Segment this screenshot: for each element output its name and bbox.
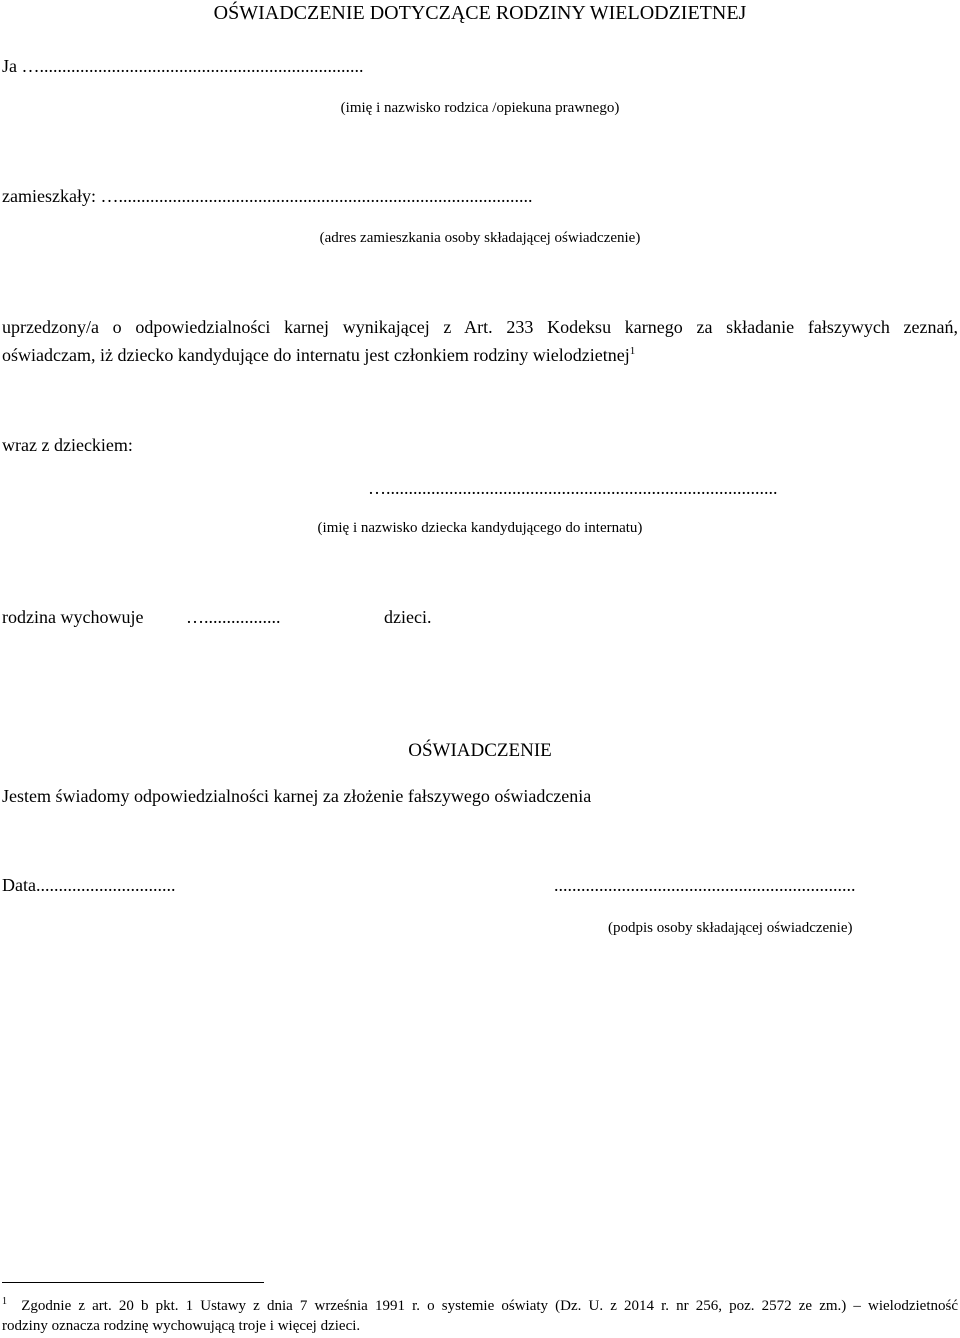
footnote-line-1-text: Zgodnie z art. 20 b pkt. 1 Ustawy z dnia 7 września 1991 r. o systemie oświaty (Dz. U. z 2014 r. nr 256, poz. 2572 ze zm.) – wielodzietność — [21, 1298, 958, 1314]
document-title: OŚWIADCZENIE DOTYCZĄCE RODZINY WIELODZIETNEJ — [213, 2, 747, 24]
child-label: wraz z dzieckiem: — [2, 435, 133, 455]
footnote-line-2: rodziny oznacza rodzinę wychowującą troje i więcej dzieci. — [2, 1318, 361, 1334]
address-field[interactable]: …............................................................................................ — [100, 186, 533, 206]
address-line[interactable] — [2, 186, 532, 207]
declaration-heading: OŚWIADCZENIE — [408, 740, 552, 761]
statement-line-2 — [2, 341, 958, 369]
signature-caption: (podpis osoby składającej oświadczenie) — [608, 920, 853, 936]
parent-name-line[interactable] — [2, 56, 364, 77]
footnote-reference: 1 — [629, 345, 636, 357]
child-caption: (imię i nazwisko dziecka kandydującego do internatu) — [317, 520, 643, 536]
footnote — [2, 1296, 958, 1336]
declaration-text: Jestem świadomy odpowiedzialności karnej za złożenie fałszywego oświadczenia — [2, 786, 592, 806]
family-label: rodzina wychowuje — [2, 607, 144, 627]
footnote-divider — [2, 1282, 264, 1283]
children-count-field[interactable]: …................. — [186, 607, 281, 627]
statement-line-1: uprzedzony/a o odpowiedzialności karnej wynikającej z Art. 233 Kodeksu karnego za składanie fałszywych zeznań, — [2, 317, 958, 337]
date-field[interactable]: Data............................... — [2, 875, 176, 895]
signature-field[interactable]: ................................................................... — [554, 875, 856, 895]
parent-name-field[interactable]: …........................................................................ — [21, 56, 364, 76]
family-suffix: dzieci. — [384, 607, 432, 627]
parent-prefix: Ja — [2, 56, 17, 76]
footnote-line-1 — [2, 1296, 958, 1316]
address-caption: (adres zamieszkania osoby składającej oświadczenie) — [319, 230, 641, 246]
statement-line-2-text: oświadczam, iż dziecko kandydujące do internatu jest członkiem rodziny wielodzietnej — [2, 345, 630, 365]
statement-paragraph — [2, 313, 958, 369]
child-name-field[interactable]: …....................................................................................... — [368, 478, 778, 498]
address-label: zamieszkały: — [2, 186, 96, 206]
parent-caption: (imię i nazwisko rodzica /opiekuna prawnego) — [340, 100, 620, 116]
footnote-mark: 1 — [2, 1296, 7, 1307]
